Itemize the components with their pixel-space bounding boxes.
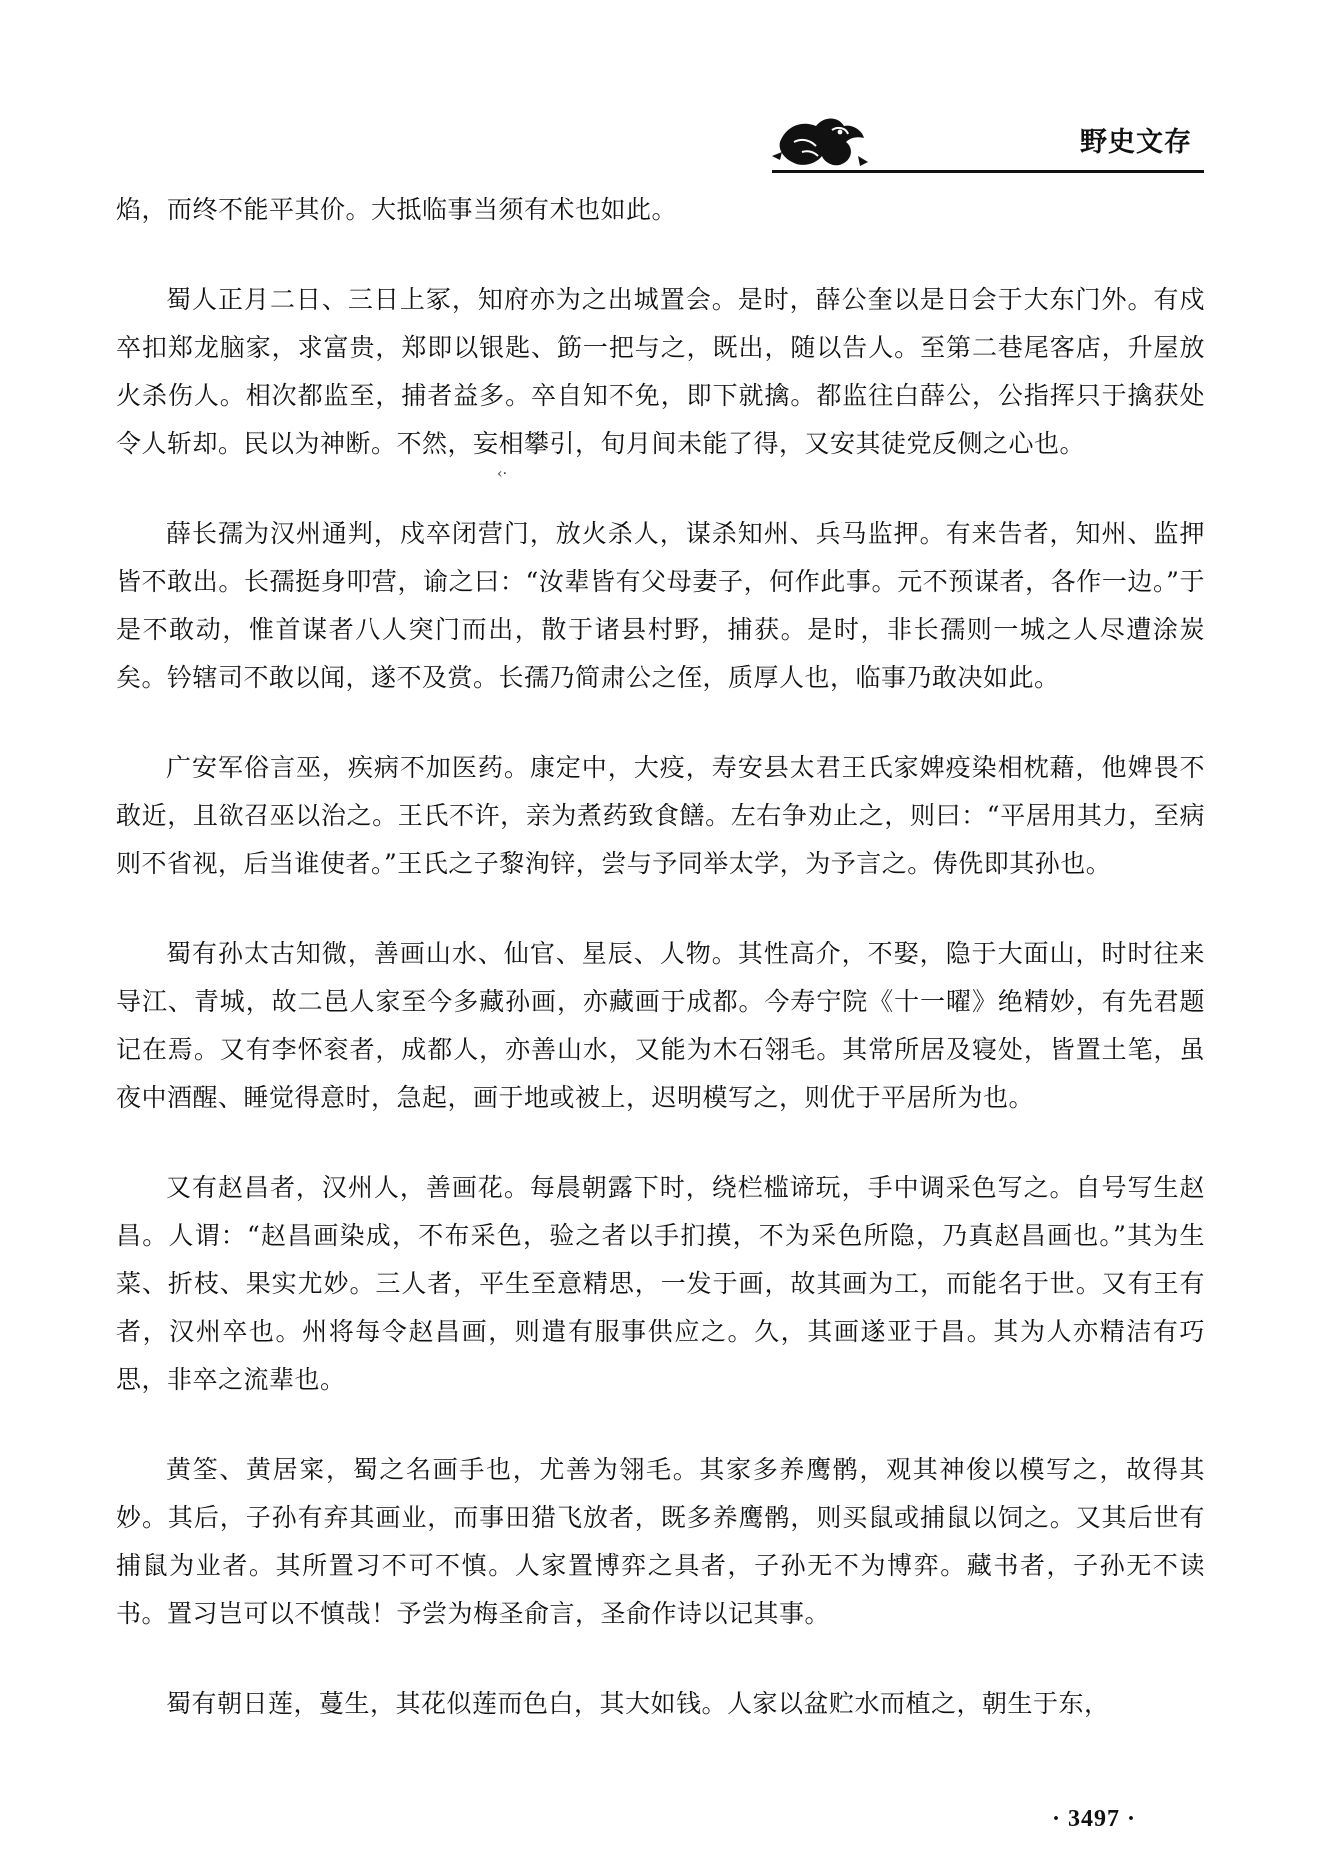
paragraph-6: 又有赵昌者，汉州人，善画花。每晨朝露下时，绕栏槛谛玩，手中调采色写之。自号写生赵昌。人谓：“赵昌画染成，不布采色，验之者以手扪摸，不为采色所隐，乃真赵昌画也。”其为生菜、折枝、果实尤妙。三人者，平生至意精思，一发于画，故其画为工，而能名于世。又有王有者，汉州卒也。州将每令赵昌画，则遣有服事供应之。久，其画遂亚于昌。其为人亦精洁有巧思，非卒之流辈也。	[116, 1173, 1205, 1394]
body-text	[116, 186, 1205, 1728]
paragraph-8: 蜀有朝日莲，蔓生，其花似莲而色白，其大如钱。人家以盆贮水而植之，朝生于东，	[166, 1689, 1110, 1718]
page-number: · 3497 ·	[1052, 1806, 1137, 1832]
running-header	[772, 100, 1204, 180]
header-title: 野史文存	[1080, 127, 1192, 158]
paragraph-4: 广安军俗言巫，疾病不加医药。康定中，大疫，寿安县太君王氏家婢疫染相枕藉，他婢畏不敢近，且欲召巫以治之。王氏不许，亲为煮药致食饍。左右争劝止之，则曰：“平居用其力，至病则不省视，后当谁使者。”王氏之子黎洵锌，尝与予同举太学，为予言之。俦侁即其孙也。	[116, 753, 1205, 878]
header-rule	[772, 170, 1204, 173]
dragon-emblem-icon	[772, 112, 868, 172]
paragraph-1: 焰，而终不能平其价。大抵临事当须有术也如此。	[116, 195, 678, 224]
paragraph-5: 蜀有孙太古知微，善画山水、仙官、星辰、人物。其性高介，不娶，隐于大面山，时时往来导江、青城，故二邑人家至今多藏孙画，亦藏画于成都。今寿宁院《十一曜》绝精妙，有先君题记在焉。又有李怀衮者，成都人，亦善山水，又能为木石翎毛。其常所居及寝处，皆置土笔，虽夜中酒醒、睡觉得意时，急起，画于地或被上，迟明模写之，则优于平居所为也。	[116, 939, 1205, 1112]
paragraph-3: 薛长孺为汉州通判，戍卒闭营门，放火杀人，谋杀知州、兵马监押。有来告者，知州、监押皆不敢出。长孺挺身叩营，谕之曰：“汝辈皆有父母妻子，何作此事。元不预谋者，各作一边。”于是不敢动，惟首谋者八人突门而出，散于诸县村野，捕获。是时，非长孺则一城之人尽遭涂炭矣。钤辖司不敢以闻，遂不及赏。长孺乃简肃公之侄，质厚人也，临事乃敢决如此。	[116, 519, 1205, 692]
scan-speck: ‹·	[497, 466, 508, 482]
paragraph-2: 蜀人正月二日、三日上冢，知府亦为之出城置会。是时，薛公奎以是日会于大东门外。有戍卒扣郑龙脑家，求富贵，郑即以银匙、筯一把与之，既出，随以告人。至第二巷尾客店，升屋放火杀伤人。相次都监至，捕者益多。卒自知不免，即下就擒。都监往白薛公，公指挥只于擒获处令人斩却。民以为神断。不然，妄相攀引，旬月间未能了得，又安其徒党反侧之心也。	[116, 285, 1205, 458]
paragraph-7: 黄筌、黄居寀，蜀之名画手也，尤善为翎毛。其家多养鹰鹘，观其神俊以模写之，故得其妙。其后，子孙有弃其画业，而事田猎飞放者，既多养鹰鹘，则买鼠或捕鼠以饲之。又其后世有捕鼠为业者。其所置习不可不慎。人家置博弈之具者，子孙无不为博弈。藏书者，子孙无不读书。置习岂可以不慎哉！予尝为梅圣俞言，圣俞作诗以记其事。	[116, 1455, 1205, 1628]
